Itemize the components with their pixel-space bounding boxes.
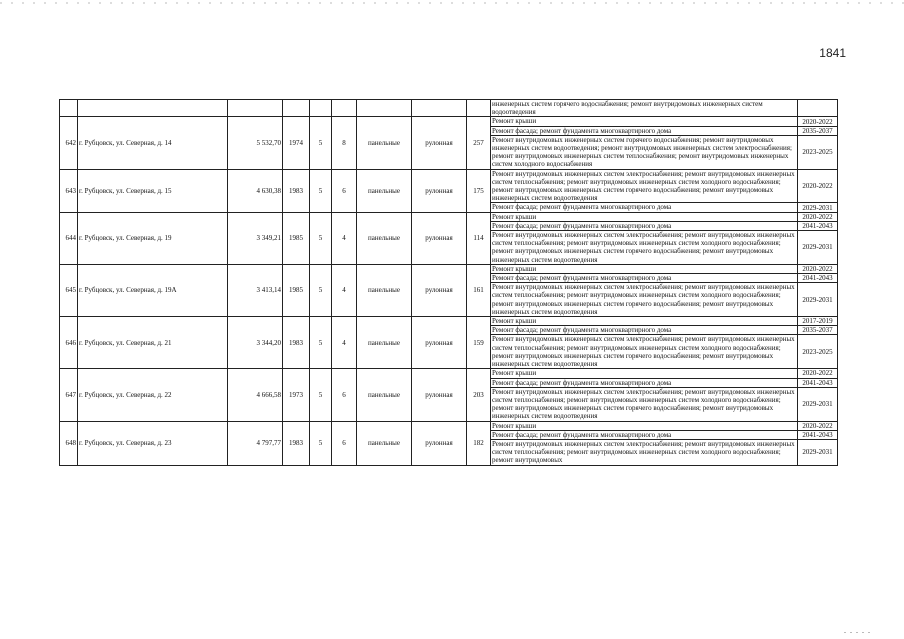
cell-num: 644 bbox=[60, 212, 78, 264]
cell-year: 1973 bbox=[283, 369, 310, 421]
cell-address: г. Рубцовск, ул. Северная, д. 22 bbox=[78, 369, 228, 421]
cell-address: г. Рубцовск, ул. Северная, д. 15 bbox=[78, 169, 228, 212]
cell-address bbox=[78, 100, 228, 117]
table-row bbox=[60, 264, 838, 273]
work-description: Ремонт крыши bbox=[491, 117, 798, 126]
work-years: 2029-2031 bbox=[798, 387, 838, 421]
cell-floors: 5 bbox=[310, 317, 332, 369]
table-row bbox=[60, 117, 838, 126]
cell-residents: 159 bbox=[467, 317, 491, 369]
cell-area: 4 797,77 bbox=[228, 421, 283, 465]
cell-entrances: 4 bbox=[332, 264, 357, 316]
work-years: 2029-2031 bbox=[798, 439, 838, 465]
cell-area: 4 666,58 bbox=[228, 369, 283, 421]
work-description: Ремонт внутридомовых инженерных систем электроснабжения; ремонт внутридомовых инженерных систем теплоснабжения; ремонт внутридомовых инженерных систем холодного водоснабжения; ремонт внутридомовых инженерных систем горячего водоснабжения; ремонт внутридомовых инженерных систем водоотведения bbox=[491, 387, 798, 421]
cell-roof: рулонная bbox=[412, 169, 467, 212]
cell-roof bbox=[412, 100, 467, 117]
work-description: инженерных систем горячего водоснабжения; ремонт внутридомовых инженерных систем водоотведения bbox=[491, 100, 798, 117]
cell-wall: панельные bbox=[357, 169, 412, 212]
cell-area: 3 349,21 bbox=[228, 212, 283, 264]
cell-area: 3 413,14 bbox=[228, 264, 283, 316]
work-years: 2041-2043 bbox=[798, 221, 838, 230]
work-years: 2017-2019 bbox=[798, 317, 838, 326]
work-description: Ремонт фасада; ремонт фундамента многоквартирного дома bbox=[491, 126, 798, 135]
work-description: Ремонт фасада; ремонт фундамента многоквартирного дома bbox=[491, 326, 798, 335]
cell-roof: рулонная bbox=[412, 421, 467, 465]
work-description: Ремонт крыши bbox=[491, 212, 798, 221]
cell-entrances: 4 bbox=[332, 212, 357, 264]
cell-wall: панельные bbox=[357, 421, 412, 465]
work-years: 2020-2022 bbox=[798, 117, 838, 126]
cell-address: г. Рубцовск, ул. Северная, д. 19А bbox=[78, 264, 228, 316]
work-years: 2029-2031 bbox=[798, 203, 838, 212]
work-years: 2035-2037 bbox=[798, 326, 838, 335]
cell-roof: рулонная bbox=[412, 117, 467, 169]
cell-num bbox=[60, 100, 78, 117]
cell-residents: 257 bbox=[467, 117, 491, 169]
scan-artifact bbox=[0, 2, 904, 4]
cell-floors: 5 bbox=[310, 264, 332, 316]
work-description: Ремонт крыши bbox=[491, 369, 798, 378]
work-description: Ремонт внутридомовых инженерных систем горячего водоснабжения; ремонт внутридомовых инженерных систем водоотведения; ремонт внутридомовых инженерных систем электроснабжения; ремонт внутридомовых инженерных систем теплоснабжения; ремонт внутридомовых инженерных систем холодного водоснабжения bbox=[491, 135, 798, 169]
work-years: 2029-2031 bbox=[798, 231, 838, 265]
cell-year: 1974 bbox=[283, 117, 310, 169]
work-description: Ремонт крыши bbox=[491, 317, 798, 326]
cell-floors: 5 bbox=[310, 117, 332, 169]
work-description: Ремонт фасада; ремонт фундамента многоквартирного дома bbox=[491, 274, 798, 283]
work-years: 2020-2022 bbox=[798, 264, 838, 273]
cell-num: 647 bbox=[60, 369, 78, 421]
cell-roof: рулонная bbox=[412, 212, 467, 264]
cell-year: 1983 bbox=[283, 317, 310, 369]
work-years bbox=[798, 100, 838, 117]
work-years: 2041-2043 bbox=[798, 378, 838, 387]
cell-wall: панельные bbox=[357, 317, 412, 369]
work-description: Ремонт крыши bbox=[491, 264, 798, 273]
cell-wall bbox=[357, 100, 412, 117]
cell-area: 3 344,20 bbox=[228, 317, 283, 369]
cell-entrances: 4 bbox=[332, 317, 357, 369]
work-years: 2020-2022 bbox=[798, 212, 838, 221]
cell-address: г. Рубцовск, ул. Северная, д. 21 bbox=[78, 317, 228, 369]
cell-year: 1983 bbox=[283, 169, 310, 212]
cell-num: 645 bbox=[60, 264, 78, 316]
work-description: Ремонт фасада; ремонт фундамента многоквартирного дома bbox=[491, 378, 798, 387]
cell-entrances: 8 bbox=[332, 117, 357, 169]
cell-roof: рулонная bbox=[412, 317, 467, 369]
cell-floors: 5 bbox=[310, 212, 332, 264]
work-years: 2041-2043 bbox=[798, 430, 838, 439]
cell-year: 1985 bbox=[283, 264, 310, 316]
cell-wall: панельные bbox=[357, 212, 412, 264]
cell-num: 648 bbox=[60, 421, 78, 465]
work-description: Ремонт внутридомовых инженерных систем электроснабжения; ремонт внутридомовых инженерных систем теплоснабжения; ремонт внутридомовых инженерных систем холодного водоснабжения; ремонт внутридомовых инженерных систем горячего водоснабжения; ремонт внутридомовых инженерных систем водоотведения bbox=[491, 283, 798, 317]
cell-address: г. Рубцовск, ул. Северная, д. 23 bbox=[78, 421, 228, 465]
cell-year: 1985 bbox=[283, 212, 310, 264]
cell-entrances: 6 bbox=[332, 169, 357, 212]
cell-floors bbox=[310, 100, 332, 117]
work-years: 2035-2037 bbox=[798, 126, 838, 135]
table-row bbox=[60, 212, 838, 221]
cell-num: 643 bbox=[60, 169, 78, 212]
cell-wall: панельные bbox=[357, 117, 412, 169]
cell-wall: панельные bbox=[357, 369, 412, 421]
cell-floors: 5 bbox=[310, 369, 332, 421]
work-description: Ремонт внутридомовых инженерных систем электроснабжения; ремонт внутридомовых инженерных систем теплоснабжения; ремонт внутридомовых инженерных систем холодного водоснабжения; ремонт внутридомовых bbox=[491, 439, 798, 465]
cell-roof: рулонная bbox=[412, 264, 467, 316]
table-row bbox=[60, 369, 838, 378]
housing-repair-table bbox=[59, 99, 838, 466]
cell-area: 5 532,70 bbox=[228, 117, 283, 169]
work-years: 2020-2022 bbox=[798, 369, 838, 378]
work-description: Ремонт фасада; ремонт фундамента многоквартирного дома bbox=[491, 430, 798, 439]
continuation-row bbox=[60, 100, 838, 117]
work-years: 2023-2025 bbox=[798, 335, 838, 369]
cell-entrances: 6 bbox=[332, 421, 357, 465]
work-years: 2029-2031 bbox=[798, 283, 838, 317]
cell-residents: 175 bbox=[467, 169, 491, 212]
work-description: Ремонт фасада; ремонт фундамента многоквартирного дома bbox=[491, 203, 798, 212]
work-years: 2041-2043 bbox=[798, 274, 838, 283]
cell-residents: 182 bbox=[467, 421, 491, 465]
cell-entrances: 6 bbox=[332, 369, 357, 421]
cell-address: г. Рубцовск, ул. Северная, д. 19 bbox=[78, 212, 228, 264]
cell-year: 1983 bbox=[283, 421, 310, 465]
work-years: 2020-2022 bbox=[798, 169, 838, 203]
cell-roof: рулонная bbox=[412, 369, 467, 421]
work-years: 2020-2022 bbox=[798, 421, 838, 430]
cell-num: 642 bbox=[60, 117, 78, 169]
cell-residents: 114 bbox=[467, 212, 491, 264]
cell-entrances bbox=[332, 100, 357, 117]
cell-address: г. Рубцовск, ул. Северная, д. 14 bbox=[78, 117, 228, 169]
table-row bbox=[60, 317, 838, 326]
table-row bbox=[60, 169, 838, 203]
page-number: 1841 bbox=[819, 46, 846, 60]
table-row bbox=[60, 421, 838, 430]
cell-residents bbox=[467, 100, 491, 117]
cell-floors: 5 bbox=[310, 169, 332, 212]
cell-floors: 5 bbox=[310, 421, 332, 465]
cell-area: 4 630,38 bbox=[228, 169, 283, 212]
cell-year bbox=[283, 100, 310, 117]
work-description: Ремонт внутридомовых инженерных систем электроснабжения; ремонт внутридомовых инженерных систем теплоснабжения; ремонт внутридомовых инженерных систем холодного водоснабжения; ремонт внутридомовых инженерных систем горячего водоснабжения; ремонт внутридомовых инженерных систем водоотведения bbox=[491, 231, 798, 265]
scan-artifact bbox=[844, 632, 874, 633]
work-years: 2023-2025 bbox=[798, 135, 838, 169]
cell-area bbox=[228, 100, 283, 117]
work-description: Ремонт внутридомовых инженерных систем электроснабжения; ремонт внутридомовых инженерных систем теплоснабжения; ремонт внутридомовых инженерных систем холодного водоснабжения; ремонт внутридомовых инженерных систем горячего водоснабжения; ремонт внутридомовых инженерных систем водоотведения bbox=[491, 169, 798, 203]
cell-num: 646 bbox=[60, 317, 78, 369]
cell-residents: 161 bbox=[467, 264, 491, 316]
work-description: Ремонт фасада; ремонт фундамента многоквартирного дома bbox=[491, 221, 798, 230]
work-description: Ремонт внутридомовых инженерных систем электроснабжения; ремонт внутридомовых инженерных систем теплоснабжения; ремонт внутридомовых инженерных систем холодного водоснабжения; ремонт внутридомовых инженерных систем горячего водоснабжения; ремонт внутридомовых инженерных систем водоотведения bbox=[491, 335, 798, 369]
cell-residents: 203 bbox=[467, 369, 491, 421]
work-description: Ремонт крыши bbox=[491, 421, 798, 430]
cell-wall: панельные bbox=[357, 264, 412, 316]
